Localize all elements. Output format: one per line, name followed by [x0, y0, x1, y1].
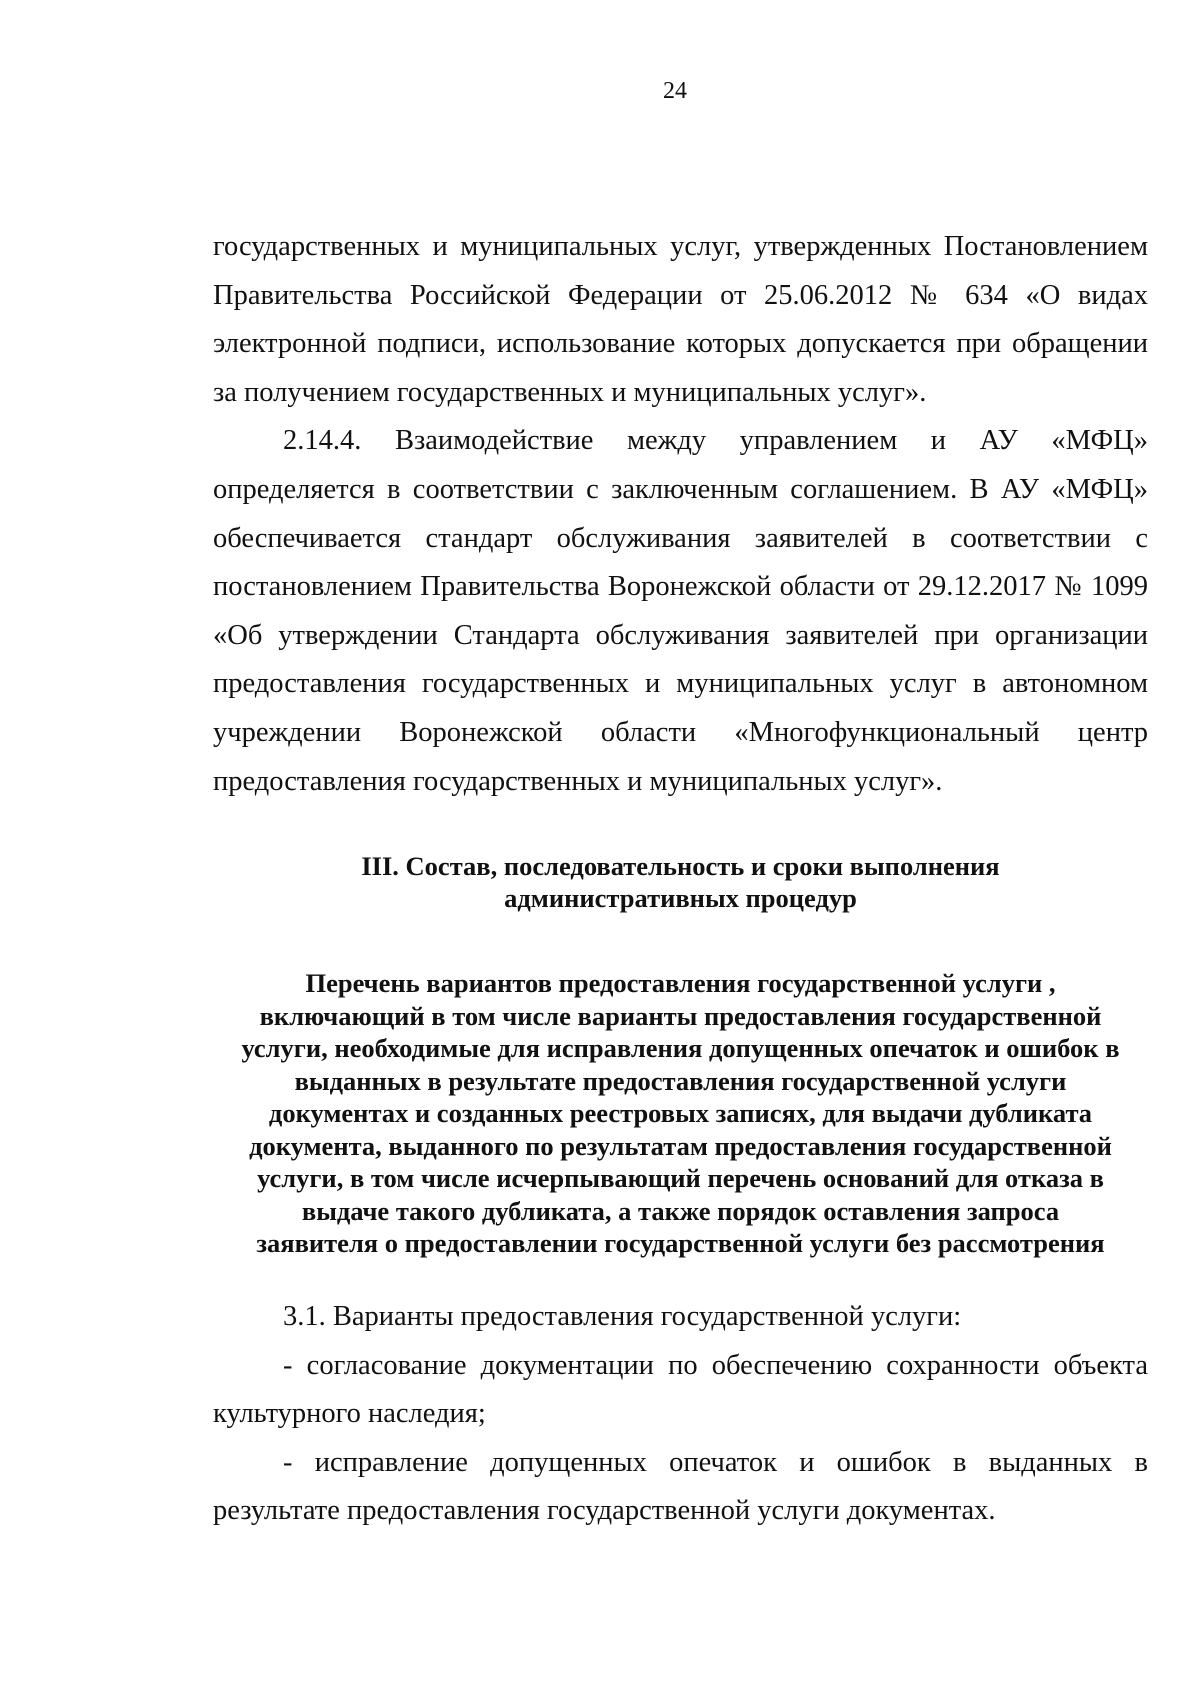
paragraph-continuation: государственных и муниципальных услуг, утвержденных Постановлением Правительства Российской Федерации от 25.06.2012 № 634 «О видах электронной подписи, использование которых допускается при обращении за получением государственных и муниципальных услуг».: [213, 231, 1148, 408]
subsection-heading-line: Перечень вариантов предоставления государственной услуги ,: [305, 968, 1056, 998]
paragraph-3-1: 3.1. Варианты предоставления государственной услуги:: [283, 1301, 962, 1332]
section-title-line-1: III. Состав, последовательность и сроки выполнения: [361, 851, 1000, 881]
subsection-heading-line: услуги, в том числе исчерпывающий перечень оснований для отказа в: [257, 1163, 1104, 1193]
subsection-heading-line: документах и созданных реестровых записях, для выдачи дубликата: [268, 1098, 1093, 1128]
subsection-heading-line: включающий в том числе варианты предоставления государственной: [259, 1000, 1102, 1031]
subsection-heading-line: документа, выданного по результатам предоставления государственной: [249, 1130, 1112, 1161]
section-title: [213, 850, 1148, 914]
section-title-line-2: административных процедур: [504, 883, 857, 913]
subsection-heading-line: услуги, необходимые для исправления допущенных опечаток и ошибок в: [241, 1033, 1120, 1063]
text-block-bottom: [213, 1293, 1148, 1536]
paragraph-2-14-4: 2.14.4. Взаимодействие между управлением и АУ «МФЦ» определяется в соответствии с заключенным соглашением. В АУ «МФЦ» обеспечивается стандарт обслуживания заявителей в соответствии с постановлением Правительства Воронежской области от 29.12.2017 № 1099 «Об утверждении Стандарта обслуживания заявителей при организации предоставления государственных и муниципальных услуг в автономном учреждении Воронежской области «Многофункциональный центр предоставления государственных и муниципальных услуг».: [213, 425, 1148, 797]
subsection-heading-line: заявителя о предоставлении государственной услуги без рассмотрения: [256, 1228, 1105, 1258]
subsection-heading-line: выданных в результате предоставления государственной услуги: [294, 1065, 1067, 1096]
subsection-heading-line: выдаче такого дубликата, а также порядок оставления запроса: [301, 1195, 1060, 1226]
subsection-heading: [213, 967, 1148, 1260]
list-item-correction: - исправление допущенных опечаток и ошибок в выданных в результате предоставления государственной услуги документах.: [213, 1446, 1148, 1527]
page-number: 24: [663, 78, 687, 104]
list-item-approval: - согласование документации по обеспечению сохранности объекта культурного наследия;: [213, 1349, 1148, 1430]
text-block-top: [213, 223, 1148, 806]
